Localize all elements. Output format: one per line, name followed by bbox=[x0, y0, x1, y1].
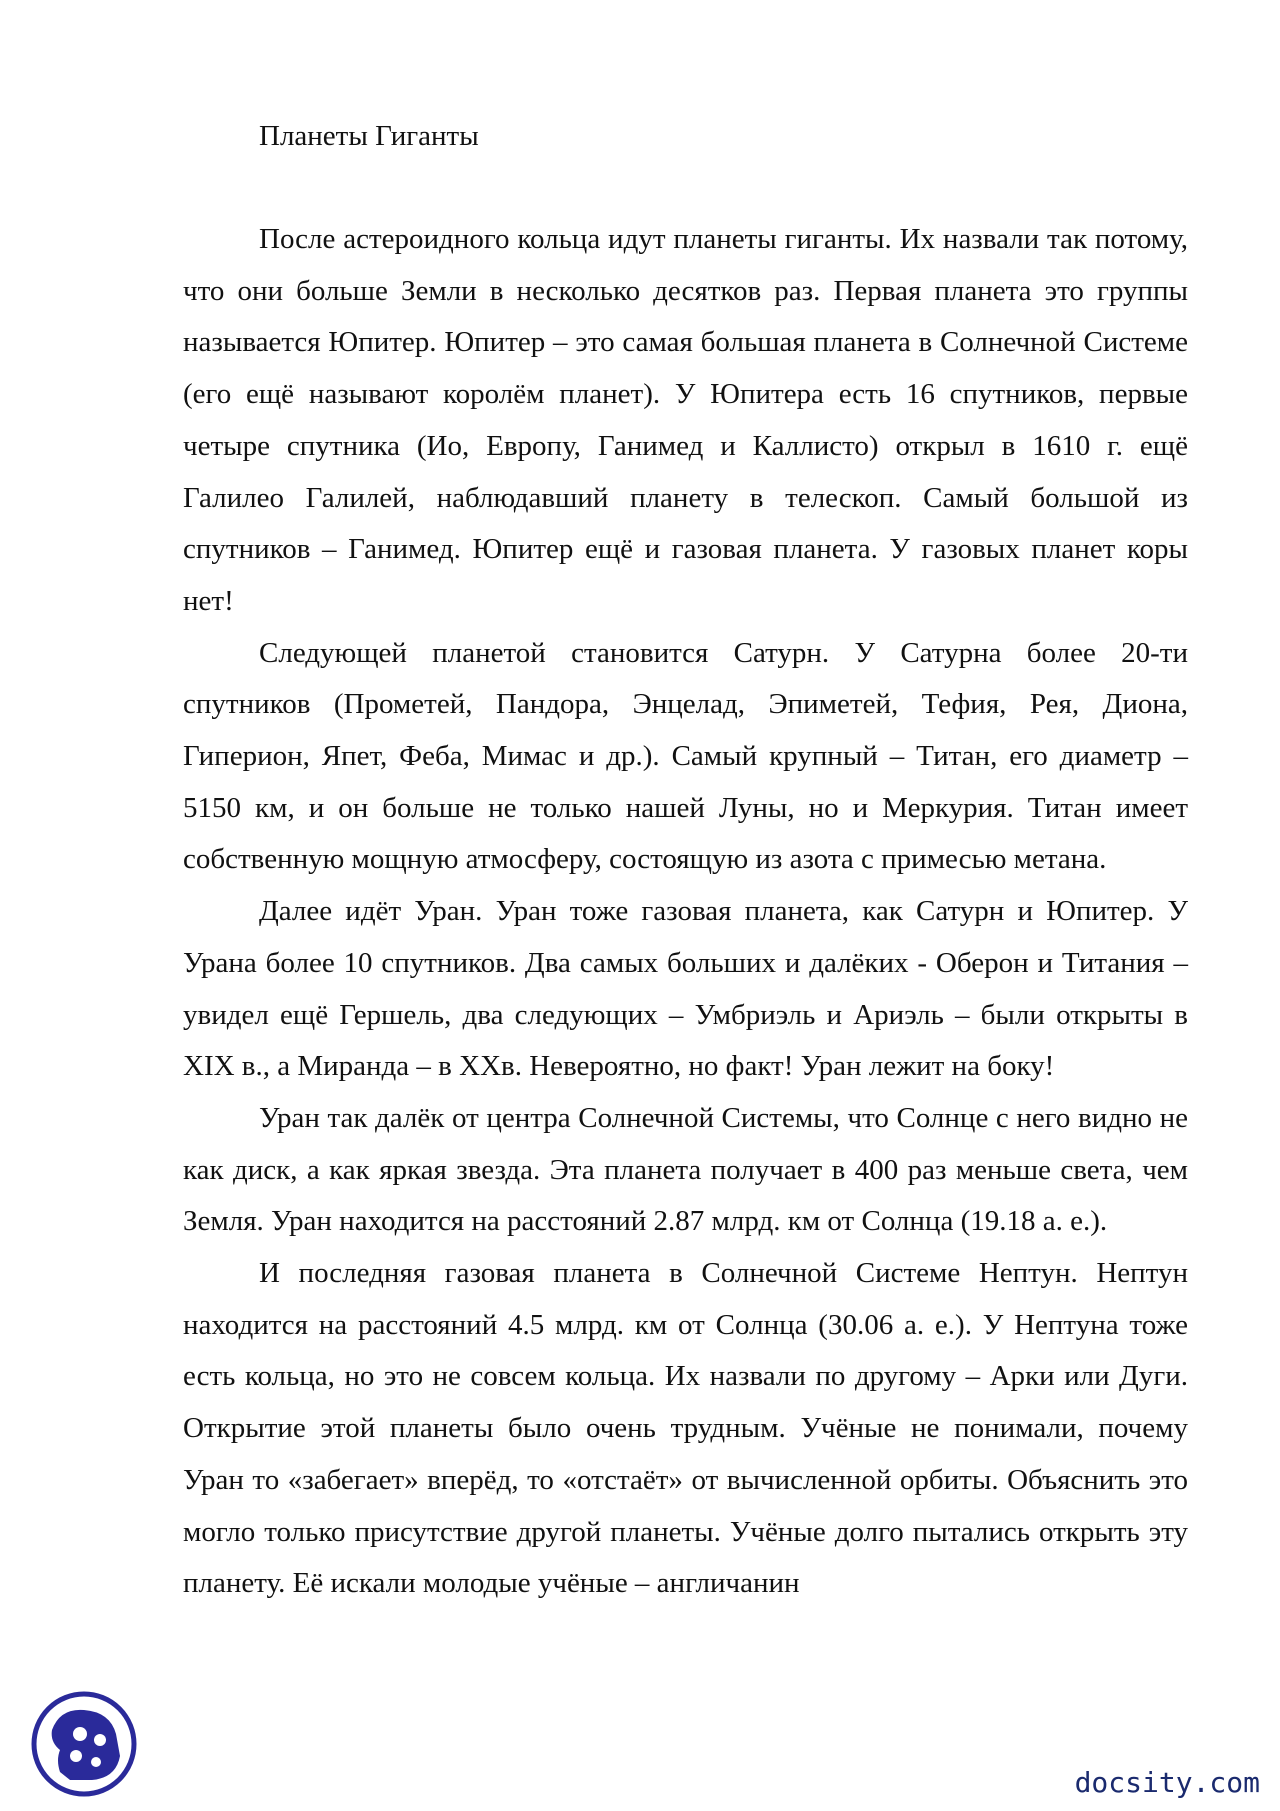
docsity-owl-icon[interactable] bbox=[30, 1690, 138, 1798]
paragraph-uranus: Далее идёт Уран. Уран тоже газовая планета, как Сатурн и Юпитер. У Урана более 10 спутников. Два самых больших и далёких - Оберон и Титания – увидел ещё Гершель, два следующих – Умбриэль и Ариэль – были открыты в XIX в., а Миранда – в XXв. Невероятно, но факт! Уран лежит на боку! bbox=[183, 895, 1188, 1083]
paragraph-saturn: Следующей планетой становится Сатурн. У Сатурна более 20-ти спутников (Прометей, Пандора, Энцелад, Эпиметей, Тефия, Рея, Диона, Гиперион, Япет, Феба, Мимас и др.). Самый крупный – Титан, его диаметр – 5150 км, и он больше не только нашей Луны, но и Меркурия. Титан имеет собственную мощную атмосферу, состоящую из азота с примесью метана. bbox=[183, 636, 1188, 876]
paragraph-neptune: И последняя газовая планета в Солнечной Системе Нептун. Нептун находится на расстояний 4.5 млрд. км от Солнца (30.06 а. е.). У Нептуна тоже есть кольца, но это не совсем кольца. Их назвали по другому – Арки или Дуги. Открытие этой планеты было очень трудным. Учёные не понимали, почему Уран то «забегает» вперёд, то «отстаёт» от вычисленной орбиты. Объяснить это могло только присутствие другой планеты. Учёные долго пытались открыть эту планету. Её искали молодые учёные – англичанин bbox=[183, 1257, 1188, 1600]
paragraph-uranus-distance: Уран так далёк от центра Солнечной Системы, что Солнце с него видно не как диск, а как яркая звезда. Эта планета получает в 400 раз меньше света, чем Земля. Уран находится на расстояний 2.87 млрд. км от Солнца (19.18 а. е.). bbox=[183, 1101, 1188, 1238]
docsity-watermark[interactable]: docsity.com bbox=[1074, 1766, 1260, 1799]
title-gap bbox=[183, 162, 1188, 214]
paragraph-jupiter: После астероидного кольца идут планеты гиганты. Их назвали так потому, что они больше Земли в несколько десятков раз. Первая планета это группы называется Юпитер. Юпитер – это самая большая планета в Солнечной Системе (его ещё называют королём планет). У Юпитера есть 16 спутников, первые четыре спутника (Ио, Европу, Ганимед и Каллисто) открыл в 1610 г. ещё Галилео Галилей, наблюдавший планету в телескоп. Самый большой из спутников – Ганимед. Юпитер ещё и газовая планета. У газовых планет коры нет! bbox=[183, 223, 1188, 617]
document-page bbox=[183, 110, 1188, 1610]
document-title: Планеты Гиганты bbox=[259, 120, 479, 152]
